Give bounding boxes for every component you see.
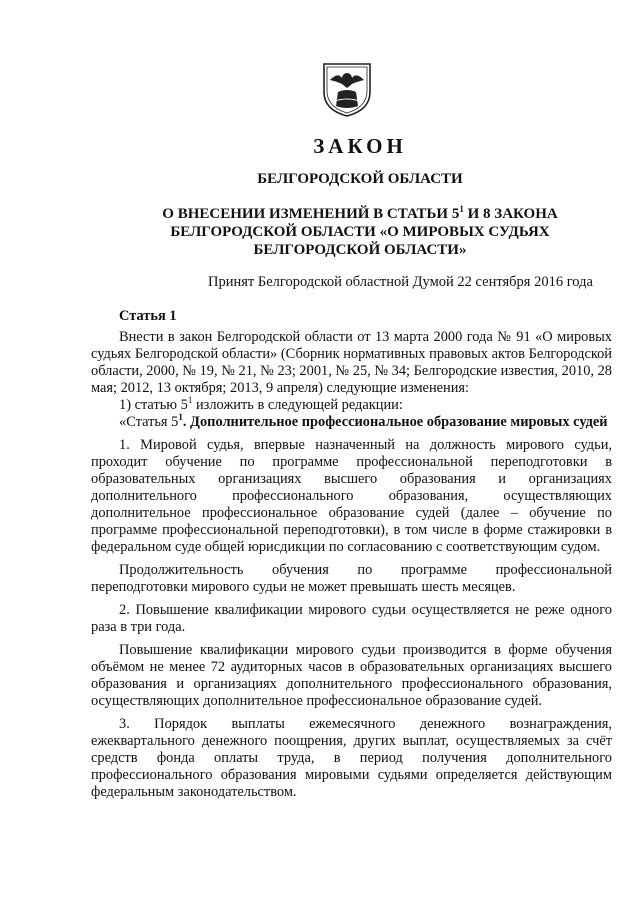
belgorod-coat-of-arms-icon [320, 62, 374, 118]
subject-line-1: О ВНЕСЕНИИ ИЗМЕНЕНИЙ В СТАТЬИ $5^1$ И 8 ЗАКОНА [162, 204, 558, 222]
article-heading: Статья 1 [119, 308, 177, 324]
document-title: ЗАКОН [313, 134, 407, 158]
paragraph-5: 3. Порядок выплаты ежемесячного денежного вознаграждения, ежеквартального денежного поощрения, других выплат, осуществляемых за счёт средств фонда оплаты труда, в период получения дополнительного профессионального образования мировыми судьями определяется действующим федеральным законодательством. [91, 716, 612, 800]
subject-line-2: БЕЛГОРОДСКОЙ ОБЛАСТИ «О МИРОВЫХ СУДЬЯХ [170, 224, 550, 240]
paragraph-1: 1. Мировой судья, впервые назначенный на должность мирового судьи, проходит обучение по программе профессиональной переподготовки в образовательных организациях высшего образования и организациях дополнительного профессионального образования, осуществляющих дополнительное профессиональное образование судей (далее – обучение по программе профессиональной переподготовки), в том числе в форме стажировки в федеральном суде общей юрисдикции по согласованию с соответствующим судом. [91, 437, 612, 555]
new-article-title: «Статья $5^1$. Дополнительное профессиональное образование мировых судей [119, 412, 608, 430]
amendment-item-1: 1) статью $5^1$ изложить в следующей редакции: [119, 395, 403, 413]
subject-line-3: БЕЛГОРОДСКОЙ ОБЛАСТИ» [253, 242, 467, 258]
paragraph-2: Продолжительность обучения по программе профессиональной переподготовки мирового судьи не может превышать шесть месяцев. [91, 562, 612, 595]
document-body [91, 308, 612, 801]
document-subject [40, 205, 640, 259]
adoption-note: Принят Белгородской областной Думой 22 сентября 2016 года [208, 274, 593, 290]
article-intro: Внести в закон Белгородской области от 13 марта 2000 года № 91 «О мировых судьях Белгородской области» (Сборник нормативных правовых актов Белгородской области, 2000, № 19, № 21, № 23; 2001, № 25, № 34; Белгородские известия, 2010, 28 мая; 2012, 13 октября; 2013, 9 апреля) следующие изменения: [91, 329, 612, 396]
paragraph-3: 2. Повышение квалификации мирового судьи осуществляется не реже одного раза в три года. [91, 602, 612, 635]
paragraph-4: Повышение квалификации мирового судьи производится в форме обучения объёмом не менее 72 аудиторных часов в образовательных организациях высшего образования и организациях дополнительного профессионального образования, осуществляющих дополнительное профессиональное образование судей. [91, 642, 612, 709]
document-region: БЕЛГОРОДСКОЙ ОБЛАСТИ [257, 171, 463, 187]
